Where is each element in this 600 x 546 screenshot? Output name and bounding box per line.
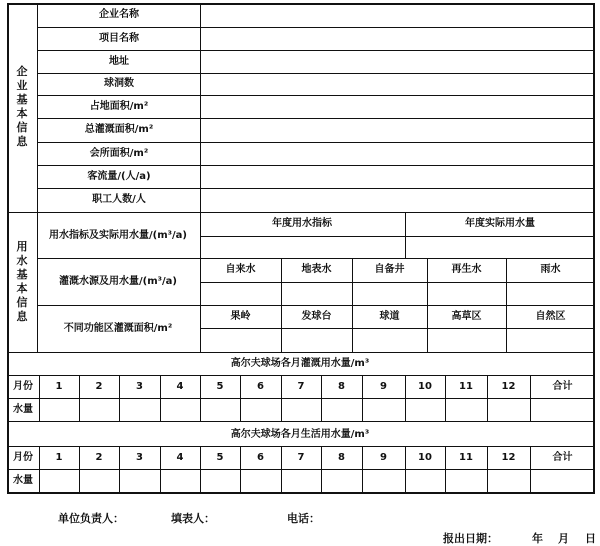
enterprise-value-field[interactable] [201,96,592,117]
area-row-label: 不同功能区灌溉面积/m² [63,323,173,334]
monthly-total-field[interactable] [531,399,593,420]
row-rule [37,305,595,306]
enterprise-value-field[interactable] [201,74,592,94]
monthly-water-field[interactable] [120,470,159,491]
monthly-water-field[interactable] [241,399,280,420]
row-rule [37,258,595,259]
function-area-field[interactable] [282,329,351,351]
function-area-header: 球道 [379,311,400,322]
section-divider [37,3,38,352]
enterprise-row-label: 职工人数/人 [92,194,146,205]
enterprise-row-label: 项目名称 [99,32,139,44]
monthly-table-title: 高尔夫球场各月生活用水量/m³ [230,428,370,440]
section-rule [7,212,595,213]
indicator-row-label: 用水指标及实际用水量/(m³/a) [49,230,187,241]
monthly-water-field[interactable] [201,399,239,420]
monthly-water-field[interactable] [80,399,118,420]
responsible-label: 单位负责人： [58,512,124,525]
water-row-label: 水量 [13,474,33,486]
month-number: 10 [418,380,432,392]
water-source-header: 自来水 [225,264,256,275]
month-number: 8 [338,451,345,463]
month-number: 1 [55,451,63,463]
enterprise-value-field[interactable] [201,166,592,187]
water-source-header: 地表水 [301,264,332,275]
total-header: 合计 [552,451,573,463]
enterprise-row-label: 会所面积/m² [89,147,149,159]
monthly-total-field[interactable] [531,470,593,491]
month-number: 3 [136,451,143,463]
month-number: 10 [418,451,432,463]
total-header: 合计 [552,380,573,392]
month-number: 7 [297,380,305,392]
monthly-water-field[interactable] [406,470,444,491]
month-number: 1 [55,380,63,392]
month-number: 11 [459,380,473,392]
enterprise-section-title: 企业基本信息 [16,65,28,148]
monthly-water-field[interactable] [282,399,320,420]
function-area-field[interactable] [428,329,505,351]
monthly-water-field[interactable] [40,399,78,420]
month-number: 5 [216,451,224,463]
report-date-label: 报出日期： [443,532,498,545]
monthly-water-field[interactable] [322,399,361,420]
month-label: 月 [558,532,569,545]
section-rule [7,421,595,422]
function-area-field[interactable] [507,329,594,351]
annual-actual-header: 年度实际用水量 [465,218,535,229]
monthly-water-field[interactable] [406,399,444,420]
month-row-label: 月份 [13,451,33,463]
annual-quota-header: 年度用水指标 [272,218,332,229]
row-rule [7,446,595,447]
monthly-water-field[interactable] [161,399,199,420]
month-number: 12 [501,451,516,463]
section-rule [7,352,595,353]
monthly-water-field[interactable] [120,399,159,420]
year-label: 年 [532,532,543,545]
function-area-header: 发球台 [301,311,332,322]
table-bottom-border [7,492,595,494]
enterprise-row-label: 球洞数 [104,78,134,89]
enterprise-value-field[interactable] [201,4,592,26]
water-source-field[interactable] [353,283,426,304]
day-label: 日 [585,532,596,545]
water-section-title: 用水基本信息 [16,240,28,323]
month-number: 2 [95,380,103,392]
month-number: 11 [459,451,473,463]
enterprise-row-label: 企业名称 [99,9,139,20]
month-number: 6 [257,380,264,392]
monthly-water-field[interactable] [80,470,118,491]
enterprise-value-field[interactable] [201,51,592,72]
monthly-water-field[interactable] [363,470,404,491]
month-number: 9 [380,451,387,463]
annual-quota-field[interactable] [201,237,404,257]
month-number: 12 [501,380,516,392]
monthly-water-field[interactable] [322,470,361,491]
monthly-water-field[interactable] [446,470,486,491]
water-source-header: 自备井 [374,264,405,275]
water-source-header: 再生水 [451,264,482,275]
monthly-water-field[interactable] [40,470,78,491]
function-area-header: 果岭 [230,311,251,322]
month-number: 7 [297,451,305,463]
monthly-water-field[interactable] [363,399,404,420]
month-number: 8 [338,380,345,392]
enterprise-row-label: 总灌溉面积/m² [84,124,154,135]
month-number: 2 [95,451,103,463]
water-row-label: 水量 [13,403,33,415]
source-row-label: 灌溉水源及用水量/(m³/a) [59,276,177,287]
month-number: 6 [257,451,264,463]
function-area-field[interactable] [353,329,426,351]
function-area-header: 自然区 [535,311,566,322]
phone-label: 电话： [287,512,320,525]
water-source-header: 雨水 [540,264,561,275]
water-source-field[interactable] [428,283,505,304]
water-source-field[interactable] [507,283,594,304]
function-area-field[interactable] [201,329,280,351]
annual-actual-field[interactable] [406,237,592,257]
month-number: 3 [136,380,143,392]
monthly-water-field[interactable] [241,470,280,491]
monthly-water-field[interactable] [282,470,320,491]
enterprise-row-label: 地址 [109,55,129,67]
enterprise-value-field[interactable] [201,189,592,211]
month-number: 5 [216,380,224,392]
monthly-table-title: 高尔夫球场各月灌溉用水量/m³ [230,357,370,369]
enterprise-row-label: 占地面积/m² [89,100,149,112]
filler-label: 填表人： [171,512,215,525]
enterprise-value-field[interactable] [201,143,592,164]
row-rule [7,375,595,376]
water-source-field[interactable] [201,283,280,304]
monthly-water-field[interactable] [488,399,529,420]
month-row-label: 月份 [13,380,33,392]
month-number: 4 [176,380,184,392]
function-area-header: 高草区 [451,311,482,322]
monthly-water-field[interactable] [201,470,239,491]
month-number: 4 [176,451,184,463]
enterprise-value-field[interactable] [201,119,592,141]
monthly-water-field[interactable] [446,399,486,420]
water-source-field[interactable] [282,283,351,304]
monthly-water-field[interactable] [488,470,529,491]
month-number: 9 [380,380,387,392]
enterprise-value-field[interactable] [201,28,592,49]
monthly-water-field[interactable] [161,470,199,491]
enterprise-row-label: 客流量/(人/a) [87,170,151,182]
